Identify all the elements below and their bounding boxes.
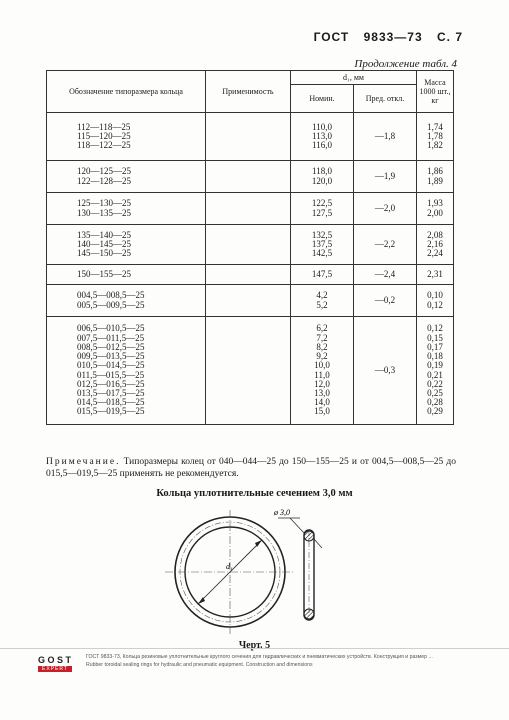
mass-cell-line: 2,00: [427, 207, 443, 218]
mass-cell-line: 1,93: [427, 198, 443, 209]
col-deviation-header: Пред. откл.: [354, 85, 417, 113]
nominal-cell: [291, 193, 354, 225]
deviation-cell: —1,9: [354, 161, 417, 193]
designation-cell-line: 005,5—009,5—25: [77, 299, 145, 310]
nominal-cell: [291, 113, 354, 161]
mass-cell-line: 0,21: [427, 369, 443, 380]
mass-cell-line: 1,89: [427, 175, 443, 186]
deviation-cell: —0,2: [354, 285, 417, 317]
standard-number: 9833—73: [363, 30, 423, 44]
mass-cell: [417, 285, 454, 317]
table-row: [47, 265, 454, 285]
col-applicability-header: Применимость: [206, 71, 291, 113]
mass-cell: [417, 193, 454, 225]
designation-cell-line: 118—122—25: [77, 140, 131, 151]
applicability-cell: [206, 161, 291, 193]
designation-cell-line: 011,5—015,5—25: [77, 369, 145, 380]
nominal-cell: [291, 317, 354, 425]
standard-label: ГОСТ: [313, 30, 350, 44]
gost-expert-logo: [38, 655, 74, 672]
dimensions-table: [46, 70, 454, 425]
designation-cell-line: 012,5—016,5—25: [77, 378, 145, 389]
designation-cell: [47, 317, 206, 425]
mass-cell-line: 2,24: [427, 248, 443, 259]
mass-cell-line: 0,15: [427, 332, 443, 343]
mass-cell-line: 0,12: [427, 299, 443, 310]
mass-cell-line: 1,74: [427, 121, 443, 132]
col-designation-header: Обозначение типоразмера кольца: [47, 71, 206, 113]
nominal-cell-line: 147,5: [311, 268, 333, 279]
mass-cell: [417, 225, 454, 265]
table-note: [46, 456, 456, 480]
logo-word: GOST: [38, 655, 74, 665]
designation-cell-line: 014,5—018,5—25: [77, 397, 145, 408]
nominal-cell-line: 110,0: [312, 121, 332, 132]
designation-cell-line: 130—135—25: [77, 207, 131, 218]
logo-sub: EXPERT: [38, 666, 72, 672]
nominal-cell-line: 137,5: [311, 238, 333, 249]
mass-cell-line: 2,31: [427, 268, 443, 279]
nominal-cell-line: 6,2: [316, 323, 328, 334]
mass-cell: [417, 265, 454, 285]
nominal-cell-line: 13,0: [314, 387, 330, 398]
mass-cell-line: 1,86: [427, 166, 443, 177]
note-label: Примечание.: [46, 457, 121, 467]
table-row: [47, 285, 454, 317]
nominal-cell: [291, 225, 354, 265]
designation-cell-line: 015,5—019,5—25: [77, 406, 145, 417]
nominal-cell-line: 142,5: [311, 248, 333, 259]
designation-cell-line: 122—128—25: [77, 175, 131, 186]
applicability-cell: [206, 265, 291, 285]
designation-cell-line: 120—125—25: [77, 166, 131, 177]
designation-cell-line: 008,5—012,5—25: [77, 341, 145, 352]
nominal-cell-line: 10,0: [314, 360, 330, 371]
designation-cell-line: 112—118—25: [77, 121, 131, 132]
table-row: [47, 225, 454, 265]
nominal-cell-line: 12,0: [314, 378, 330, 389]
mass-cell-line: 0,10: [427, 290, 443, 301]
applicability-cell: [206, 285, 291, 317]
footer-line-en: Rubber toroidal sealing rings for hydraulic and pneumatic equipment. Construction and dimensions: [86, 662, 313, 668]
nominal-cell-line: 8,2: [316, 341, 328, 352]
mass-cell-line: 0,12: [427, 323, 443, 334]
nominal-cell-line: 127,5: [311, 207, 333, 218]
o-ring-drawing: [0, 500, 509, 640]
nominal-cell-line: 122,5: [311, 198, 333, 209]
designation-cell-line: 145—150—25: [77, 248, 131, 259]
section-dimension-label: ø 3,0: [274, 508, 290, 517]
footer-line-ru: ГОСТ 9833-73, Кольца резиновые уплотнительные круглого сечения для гидравлических и пневматических устройств. Конструкция и размер ...: [86, 654, 433, 660]
d1-dimension-label: d₁: [226, 562, 233, 571]
mass-cell-line: 0,28: [427, 397, 443, 408]
designation-cell-line: 004,5—008,5—25: [77, 290, 145, 301]
nominal-cell-line: 118,0: [312, 166, 332, 177]
page-footer: [0, 648, 509, 679]
nominal-cell-line: 4,2: [316, 290, 328, 301]
applicability-cell: [206, 225, 291, 265]
nominal-cell-line: 5,2: [316, 299, 328, 310]
designation-cell: [47, 225, 206, 265]
mass-cell: [417, 317, 454, 425]
table-continuation-label: Продолжение табл. 4: [354, 58, 457, 70]
ring-front-view: [165, 510, 295, 634]
deviation-cell: —0,3: [354, 317, 417, 425]
designation-cell-line: 150—155—25: [77, 268, 131, 279]
nominal-cell-line: 116,0: [312, 140, 332, 151]
deviation-cell: —2,0: [354, 193, 417, 225]
mass-cell: [417, 113, 454, 161]
mass-cell-line: 2,08: [427, 229, 443, 240]
designation-cell: [47, 113, 206, 161]
mass-cell-line: 0,17: [427, 341, 443, 352]
nominal-cell: [291, 161, 354, 193]
applicability-cell: [206, 317, 291, 425]
mass-cell-line: 1,78: [427, 130, 443, 141]
designation-cell-line: 115—120—25: [77, 130, 131, 141]
designation-cell: [47, 285, 206, 317]
page-header: [304, 30, 463, 44]
col-nominal-header: Номин.: [291, 85, 354, 113]
designation-cell: [47, 161, 206, 193]
mass-cell-line: 0,25: [427, 387, 443, 398]
applicability-cell: [206, 113, 291, 161]
figure-caption: Черт. 5: [238, 640, 271, 651]
nominal-cell-line: 132,5: [311, 229, 333, 240]
designation-cell-line: 010,5—014,5—25: [77, 360, 145, 371]
note-text: Типоразмеры колец от 040—044—25 до 150—155—25 и от 004,5—008,5—25 до 015,5—019,5—25 применять не рекомендуется.: [46, 457, 456, 479]
mass-cell-line: 0,29: [427, 406, 443, 417]
nominal-cell: [291, 265, 354, 285]
table-row: [47, 113, 454, 161]
table-body: [47, 113, 454, 425]
designation-cell-line: 007,5—011,5—25: [77, 332, 145, 343]
footer-text: [86, 653, 486, 669]
page-number: С. 7: [436, 30, 463, 44]
nominal-cell-line: 15,0: [314, 406, 330, 417]
nominal-cell-line: 113,0: [312, 130, 332, 141]
nominal-cell-line: 120,0: [311, 175, 333, 186]
designation-cell-line: 125—130—25: [77, 198, 131, 209]
col-mass-header: Масса 1000 шт., кг: [417, 71, 454, 113]
mass-cell-line: 0,18: [427, 351, 443, 362]
designation-cell-line: 013,5—017,5—25: [77, 387, 145, 398]
designation-cell-line: 140—145—25: [77, 238, 131, 249]
table-row: [47, 161, 454, 193]
nominal-cell-line: 14,0: [314, 397, 330, 408]
table-row: [47, 317, 454, 425]
mass-cell-line: 1,82: [427, 140, 443, 151]
mass-cell-line: 2,16: [427, 238, 443, 249]
applicability-cell: [206, 193, 291, 225]
nominal-cell: [291, 285, 354, 317]
drawing-title: Кольца уплотнительные сечением 3,0 мм: [156, 488, 353, 499]
nominal-cell-line: 11,0: [314, 369, 330, 380]
designation-cell-line: 135—140—25: [77, 229, 131, 240]
nominal-cell-line: 9,2: [316, 351, 328, 362]
mass-cell: [417, 161, 454, 193]
designation-cell-line: 006,5—010,5—25: [77, 323, 145, 334]
designation-cell: [47, 265, 206, 285]
designation-cell: [47, 193, 206, 225]
mass-cell-line: 0,19: [427, 360, 443, 371]
deviation-cell: —1,8: [354, 113, 417, 161]
col-d1-header: d₁, мм: [291, 71, 417, 85]
mass-cell-line: 0,22: [427, 378, 443, 389]
nominal-cell-line: 7,2: [316, 332, 328, 343]
designation-cell-line: 009,5—013,5—25: [77, 351, 145, 362]
deviation-cell: —2,4: [354, 265, 417, 285]
deviation-cell: —2,2: [354, 225, 417, 265]
table-row: [47, 193, 454, 225]
